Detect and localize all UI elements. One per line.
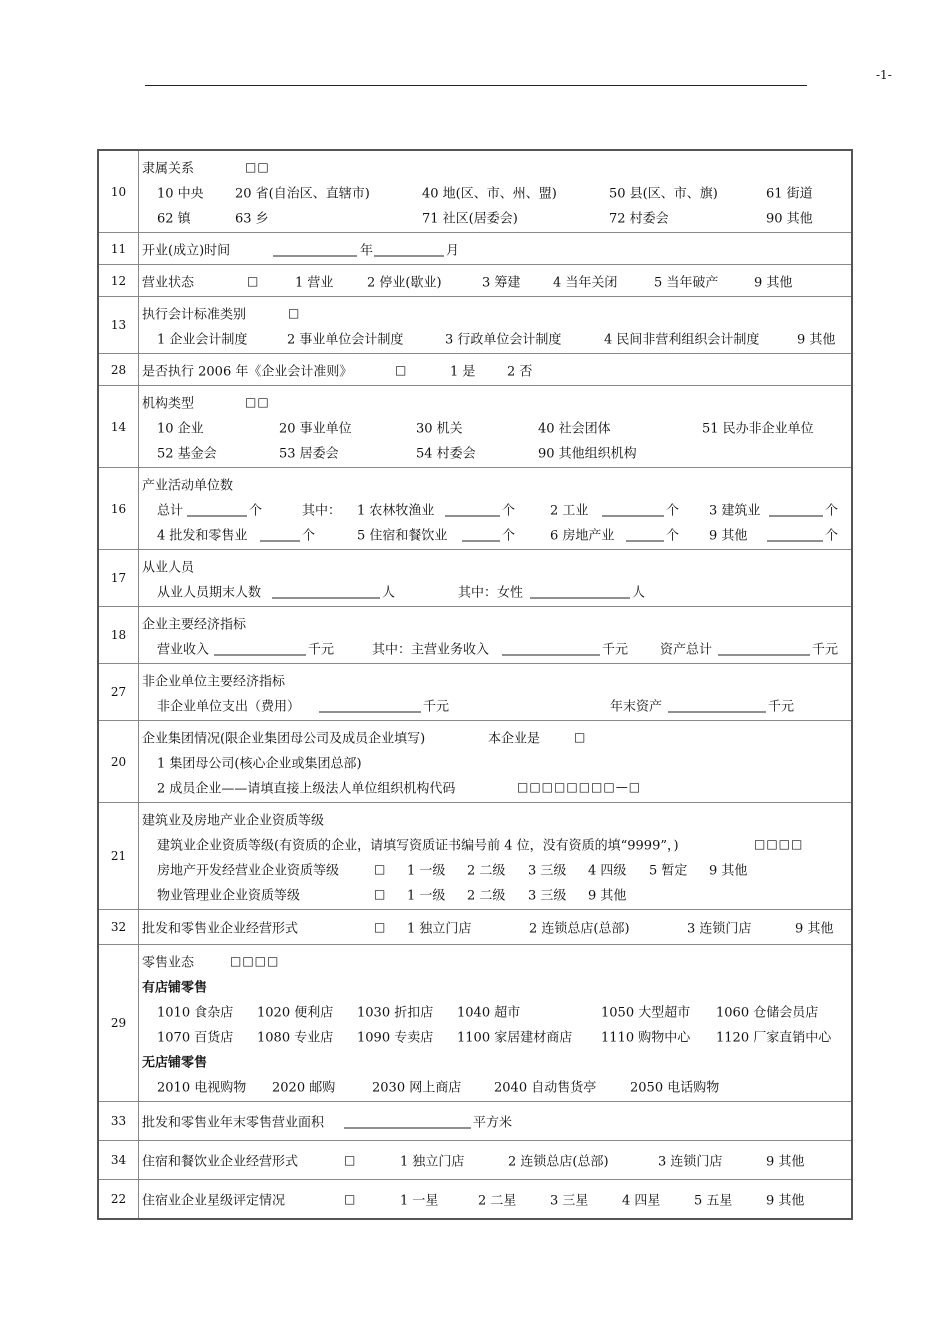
of-which-label: 其中：: [302, 503, 342, 518]
option-label: 61 街道: [766, 186, 813, 201]
checkbox-input[interactable]: □: [344, 1153, 357, 1167]
checkbox-input[interactable]: □: [374, 920, 387, 934]
option-label: 1040 超市: [457, 1005, 521, 1020]
field-title: 执行会计标准类别: [142, 307, 247, 322]
checkbox-input[interactable]: □: [574, 729, 587, 744]
female-input[interactable]: [530, 583, 630, 598]
assets-label: 年末资产: [610, 699, 663, 714]
option-label: 2 成员企业——请填直接上级法人单位组织机构代码: [157, 781, 456, 796]
unit-label: 千元: [812, 642, 839, 657]
unit-label: 千元: [423, 699, 450, 714]
field-title: 批发和零售业年末零售营业面积: [142, 1115, 325, 1131]
field-title: 批发和零售业企业经营形式: [142, 921, 299, 937]
form-row-32: [98, 910, 852, 945]
retail-format-input[interactable]: □□□□: [230, 953, 280, 968]
form-row-11: [98, 233, 852, 265]
option-label: 1 独立门店: [400, 1154, 465, 1170]
count-input[interactable]: [626, 526, 664, 541]
row-code: 33: [98, 1102, 139, 1141]
option-label: 4 四级: [588, 863, 627, 878]
form-row-27: [98, 664, 852, 721]
form-row-33: [98, 1102, 852, 1141]
assets-input[interactable]: [718, 640, 810, 655]
total-input[interactable]: [187, 501, 247, 516]
realestate-grade-label: 房地产开发经营业企业资质等级: [157, 863, 340, 878]
row-code: 28: [98, 354, 139, 386]
form-row-18: [98, 607, 852, 664]
option-label: 3 行政单位会计制度: [445, 332, 562, 347]
expense-label: 非企业单位支出（费用）: [157, 699, 301, 714]
option-label: 1020 便利店: [257, 1005, 334, 1020]
option-label: 3 三级: [528, 888, 567, 903]
field-title: 产业活动单位数: [142, 478, 234, 493]
option-label: 1080 专业店: [257, 1030, 334, 1045]
option-label: 30 机关: [416, 421, 463, 436]
page-number: -1-: [876, 68, 892, 82]
checkbox-input[interactable]: □: [374, 886, 387, 901]
row-code: 11: [98, 233, 139, 265]
unit-label: 个: [502, 503, 516, 518]
property-grade-label: 物业管理业企业资质等级: [157, 888, 301, 903]
option-label: 2050 电话购物: [630, 1080, 720, 1095]
option-label: 2 停业(歇业): [367, 275, 442, 290]
option-label: 4 四星: [622, 1193, 661, 1209]
option-label: 2040 自动售货亭: [494, 1080, 597, 1095]
unit-label: 人: [382, 585, 396, 600]
option-label: 1 集团母公司(核心企业或集团总部): [157, 756, 362, 771]
field-title: 住宿业企业星级评定情况: [142, 1193, 286, 1209]
row-code: 34: [98, 1141, 139, 1180]
count-input[interactable]: [260, 526, 300, 541]
option-label: 1050 大型超市: [601, 1005, 691, 1020]
form-row-13: [98, 297, 852, 354]
option-label: 6 房地产业: [550, 528, 615, 543]
option-label: 2 工业: [550, 503, 589, 518]
option-label: 9 其他: [766, 1193, 805, 1209]
option-label: 40 地(区、市、州、盟): [422, 186, 557, 201]
construction-grade-input[interactable]: □□□□: [754, 836, 804, 851]
option-label: 2 连锁总店(总部): [508, 1154, 609, 1170]
field-title: 零售业态: [142, 955, 195, 970]
unit-label: 个: [825, 528, 839, 543]
form-row-16: [98, 468, 852, 550]
row-code: 18: [98, 607, 139, 664]
form-row-34: [98, 1141, 852, 1180]
option-label: 3 筹建: [482, 275, 521, 290]
checkbox-input[interactable]: □□: [245, 159, 270, 174]
option-label: 52 基金会: [157, 446, 217, 461]
option-label: 9 其他: [588, 888, 627, 903]
form-row-20: [98, 721, 852, 803]
field-title: 非企业单位主要经济指标: [142, 674, 286, 689]
option-label: 3 三星: [550, 1193, 589, 1209]
option-label: 2010 电视购物: [157, 1080, 247, 1095]
option-label: 9 其他: [797, 332, 836, 347]
form-row-10: [98, 150, 852, 233]
count-input[interactable]: [445, 501, 500, 516]
unit-label: 个: [825, 503, 839, 518]
revenue-label: 营业收入: [157, 642, 210, 657]
unit-label: 千元: [602, 642, 629, 657]
row-code: 10: [98, 150, 139, 233]
checkbox-input[interactable]: □: [247, 273, 260, 288]
option-label: 2 事业单位会计制度: [287, 332, 404, 347]
option-label: 1 一级: [407, 863, 446, 878]
header-rule: [145, 85, 807, 86]
year-label: 年: [360, 243, 374, 258]
option-label: 3 连锁门店: [658, 1154, 723, 1170]
row-code: 13: [98, 297, 139, 354]
employees-input[interactable]: [272, 583, 380, 598]
row-code: 16: [98, 468, 139, 550]
option-label: 4 批发和零售业: [157, 528, 248, 543]
option-label: 1070 百货店: [157, 1030, 234, 1045]
option-label: 3 建筑业: [709, 503, 761, 518]
female-label: 其中：女性: [458, 585, 524, 600]
row-code: 22: [98, 1180, 139, 1220]
option-label: 10 中央: [157, 186, 204, 201]
option-label: 2 连锁总店(总部): [529, 921, 630, 937]
option-label: 1060 仓储会员店: [716, 1005, 819, 1020]
count-input[interactable]: [602, 501, 664, 516]
unit-label: 个: [302, 528, 316, 543]
option-label: 2 二级: [467, 863, 506, 878]
checkbox-input[interactable]: □: [395, 362, 408, 377]
main-revenue-label: 其中：主营业务收入: [372, 642, 490, 657]
retail-area-input[interactable]: [344, 1114, 471, 1129]
month-input[interactable]: [374, 241, 444, 256]
main-revenue-input[interactable]: [502, 640, 600, 655]
option-label: 9 其他: [709, 528, 748, 543]
form-row-22: [98, 1180, 852, 1220]
option-label: 5 暂定: [649, 863, 688, 878]
option-label: 2 否: [507, 364, 533, 379]
option-label: 1 农林牧渔业: [357, 503, 435, 518]
option-label: 63 乡: [235, 211, 269, 226]
row-code: 17: [98, 550, 139, 607]
option-label: 1 是: [450, 364, 476, 379]
checkbox-input[interactable]: □: [374, 861, 387, 876]
count-input[interactable]: [767, 526, 823, 541]
form-row-12: [98, 265, 852, 297]
option-label: 20 省(自治区、直辖市): [235, 186, 370, 201]
option-label: 4 当年关闭: [553, 275, 618, 290]
option-label: 53 居委会: [279, 446, 339, 461]
construction-grade-label: 建筑业企业资质等级(有资质的企业，请填写资质证书编号前 4 位，没有资质的填“9999”，): [157, 838, 679, 853]
option-label: 62 镇: [157, 211, 191, 226]
option-label: 9 其他: [754, 275, 793, 290]
expense-input[interactable]: [319, 697, 421, 712]
unit-label: 千元: [308, 642, 335, 657]
unit-label: 千元: [768, 699, 795, 714]
option-label: 50 县(区、市、旗): [609, 186, 718, 201]
statistics-form-table: [97, 149, 853, 1220]
field-title: 企业主要经济指标: [142, 617, 247, 632]
year-input[interactable]: [273, 241, 357, 256]
option-label: 3 连锁门店: [687, 921, 752, 937]
option-label: 1100 家居建材商店: [457, 1030, 573, 1045]
option-label: 9 其他: [766, 1154, 805, 1170]
unit-label: 个: [502, 528, 516, 543]
option-label: 54 村委会: [416, 446, 476, 461]
row-code: 12: [98, 265, 139, 297]
form-row-21: [98, 803, 852, 910]
count-input[interactable]: [769, 501, 823, 516]
option-label: 5 当年破产: [654, 275, 719, 290]
field-title: 开业(成立)时间: [142, 243, 231, 258]
option-label: 1090 专卖店: [357, 1030, 434, 1045]
option-label: 9 其他: [709, 863, 748, 878]
option-label: 1 一星: [400, 1193, 439, 1209]
form-row-29: [98, 945, 852, 1102]
form-row-14: [98, 386, 852, 468]
assets-input[interactable]: [668, 697, 766, 712]
checkbox-input[interactable]: □□: [245, 394, 270, 409]
org-code-input[interactable]: □□□□□□□□—□: [517, 779, 642, 794]
form-row-17: [98, 550, 852, 607]
field-title: 是否执行 2006 年《企业会计准则》: [142, 364, 353, 379]
form-row-28: [98, 354, 852, 386]
option-label: 1 企业会计制度: [157, 332, 248, 347]
option-label: 1 独立门店: [407, 921, 472, 937]
row-code: 14: [98, 386, 139, 468]
row-code: 21: [98, 803, 139, 910]
unit-label: 人: [632, 585, 646, 600]
option-label: 1010 食杂店: [157, 1005, 234, 1020]
field-title: 企业集团情况(限企业集团母公司及成员企业填写): [142, 731, 426, 746]
row-code: 32: [98, 910, 139, 945]
option-label: 2 二星: [478, 1193, 517, 1209]
option-label: 4 民间非营利组织会计制度: [604, 332, 760, 347]
total-label: 总计: [157, 503, 184, 518]
field-title: 从业人员: [142, 560, 195, 575]
unit-label: 平方米: [473, 1115, 513, 1131]
option-label: 1 一级: [407, 888, 446, 903]
option-label: 2030 网上商店: [372, 1080, 462, 1095]
field-title: 隶属关系: [142, 161, 195, 176]
option-label: 90 其他组织机构: [538, 446, 637, 461]
assets-label: 资产总计: [660, 642, 713, 657]
option-label: 2 二级: [467, 888, 506, 903]
option-label: 71 社区(居委会): [422, 211, 518, 226]
option-label: 90 其他: [766, 211, 813, 226]
field-title: 机构类型: [142, 396, 195, 411]
unit-label: 个: [249, 503, 263, 518]
month-label: 月: [446, 243, 460, 258]
checkbox-input[interactable]: □: [344, 1192, 357, 1206]
unit-label: 个: [666, 503, 680, 518]
store-retail-heading: 有店铺零售: [142, 980, 208, 995]
option-label: 72 村委会: [609, 211, 669, 226]
option-label: 10 企业: [157, 421, 204, 436]
row-code: 27: [98, 664, 139, 721]
self-label: 本企业是: [488, 731, 541, 746]
option-label: 5 五星: [694, 1193, 733, 1209]
unit-label: 个: [666, 528, 680, 543]
field-title: 建筑业及房地产业企业资质等级: [142, 813, 325, 828]
option-label: 20 事业单位: [279, 421, 352, 436]
field-title: 营业状态: [142, 275, 195, 290]
option-label: 1 营业: [295, 275, 334, 290]
option-label: 9 其他: [795, 921, 834, 937]
option-label: 40 社会团体: [538, 421, 611, 436]
row-code: 20: [98, 721, 139, 803]
option-label: 1120 厂家直销中心: [716, 1030, 832, 1045]
field-title: 住宿和餐饮业企业经营形式: [142, 1154, 299, 1170]
row-code: 29: [98, 945, 139, 1102]
option-label: 1110 购物中心: [601, 1030, 691, 1045]
count-input[interactable]: [462, 526, 500, 541]
option-label: 2020 邮购: [272, 1080, 336, 1095]
option-label: 5 住宿和餐饮业: [357, 528, 448, 543]
employees-label: 从业人员期末人数: [157, 585, 262, 600]
option-label: 51 民办非企业单位: [702, 421, 814, 436]
checkbox-input[interactable]: □: [288, 305, 301, 320]
revenue-input[interactable]: [214, 640, 306, 655]
nonstore-retail-heading: 无店铺零售: [142, 1055, 208, 1070]
option-label: 3 三级: [528, 863, 567, 878]
option-label: 1030 折扣店: [357, 1005, 434, 1020]
